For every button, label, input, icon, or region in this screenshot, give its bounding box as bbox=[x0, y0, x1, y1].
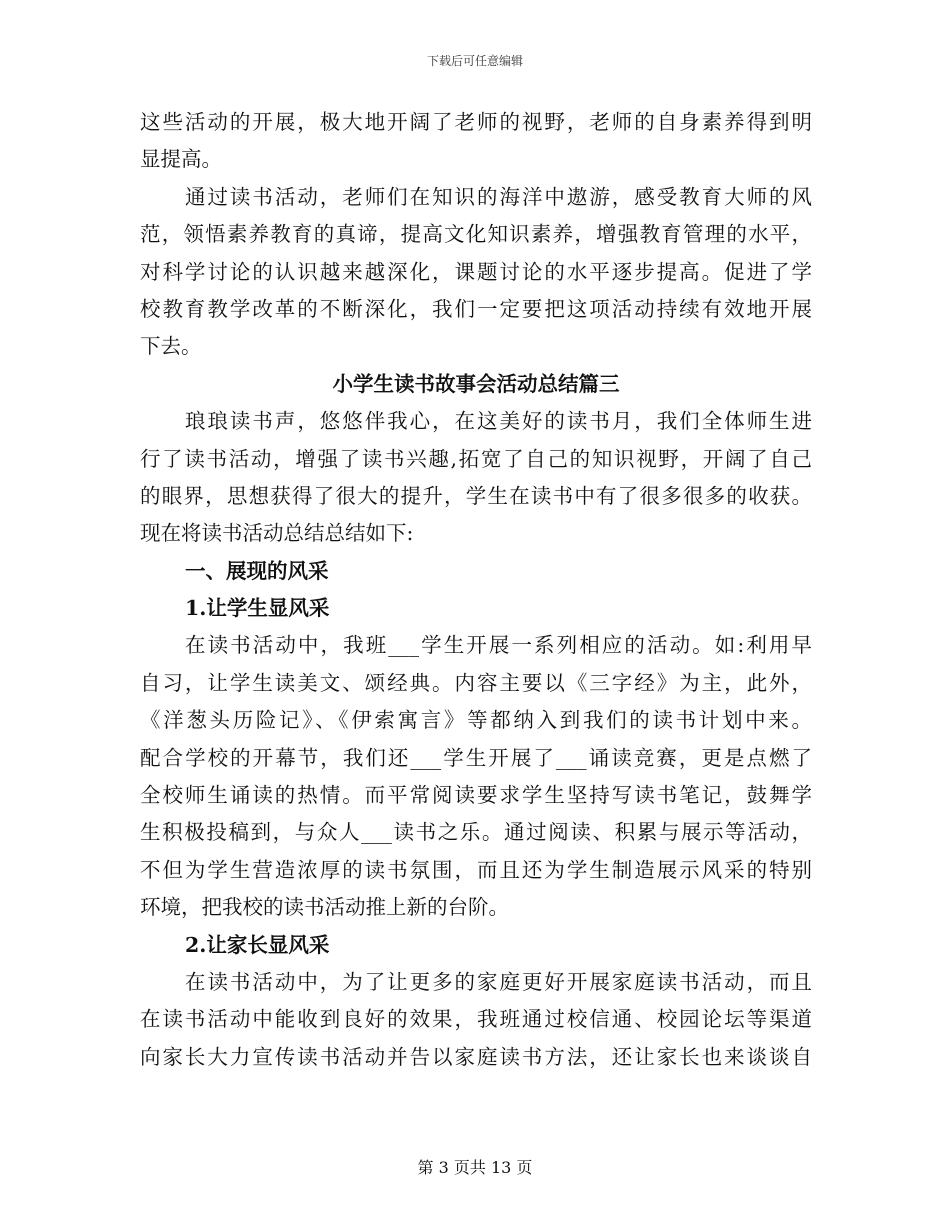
paragraph-line: 范，领悟素养教育的真谛，提高文化知识素养，增强教育管理的水平， bbox=[140, 222, 812, 247]
paragraph-line: 环境，把我校的读书活动推上新的台阶。 bbox=[140, 895, 509, 920]
page-footer: 第 3 页共 13 页 bbox=[417, 1158, 533, 1177]
paragraph-line: 这些活动的开展，极大地开阔了老师的视野，老师的自身素养得到明 bbox=[140, 110, 812, 134]
page-header: 下载后可任意编辑 bbox=[426, 54, 523, 68]
paragraph-line: 的眼界，思想获得了很大的提升，学生在读书中有了很多很多的收获。 bbox=[140, 483, 812, 508]
paragraph-line: 《洋葱头历险记》、《伊索寓言》等都纳入到我们的读书计划中来。 bbox=[140, 708, 812, 733]
section-title: 小学生读书故事会活动总结篇三 bbox=[332, 371, 620, 396]
paragraph-line: 不但为学生营造浓厚的读书氛围，而且还为学生制造展示风采的特别 bbox=[140, 857, 812, 882]
paragraph-line: 在读书活动中，为了让更多的家庭更好开展家庭读书活动，而且 bbox=[185, 969, 812, 994]
paragraph-line: 自习，让学生读美文、颂经典。内容主要以《三字经》为主，此外， bbox=[140, 670, 812, 695]
paragraph-line: 通过读书活动，老师们在知识的海洋中遨游，感受教育大师的风 bbox=[185, 184, 812, 209]
paragraph-line: 生积极投稿到，与众人___读书之乐。通过阅读、积累与展示等活动， bbox=[140, 820, 812, 845]
subheading: 2.让家长显风采 bbox=[185, 932, 330, 957]
paragraph-line: 向家长大力宣传读书活动并告以家庭读书方法，还让家长也来谈谈自 bbox=[140, 1044, 812, 1069]
paragraph-line: 对科学讨论的认识越来越深化，课题讨论的水平逐步提高。促进了学 bbox=[140, 259, 812, 284]
document-body bbox=[140, 104, 812, 1076]
subheading: 1.让学生显风采 bbox=[185, 596, 330, 621]
subheading: 一、展现的风采 bbox=[185, 558, 329, 583]
paragraph-line: 校教育教学改革的不断深化，我们一定要把这项活动持续有效地开展 bbox=[140, 296, 812, 321]
paragraph-line: 琅琅读书声，悠悠伴我心，在这美好的读书月，我们全体师生进 bbox=[185, 409, 812, 434]
paragraph-line: 显提高。 bbox=[140, 147, 222, 172]
paragraph-line: 下去。 bbox=[140, 334, 202, 359]
paragraph-line: 配合学校的开幕节，我们还___学生开展了___诵读竞赛，更是点燃了 bbox=[140, 745, 812, 770]
paragraph-line: 行了读书活动，增强了读书兴趣,拓宽了自己的知识视野，开阔了自己 bbox=[140, 446, 812, 471]
paragraph-line: 在读书活动中能收到良好的效果，我班通过校信通、校园论坛等渠道 bbox=[140, 1007, 812, 1032]
paragraph-line: 在读书活动中，我班___学生开展一系列相应的活动。如:利用早 bbox=[185, 633, 812, 658]
paragraph-line: 全校师生诵读的热情。而平常阅读要求学生坚持写读书笔记，鼓舞学 bbox=[140, 783, 812, 808]
paragraph-line: 现在将读书活动总结总结如下: bbox=[140, 521, 414, 546]
